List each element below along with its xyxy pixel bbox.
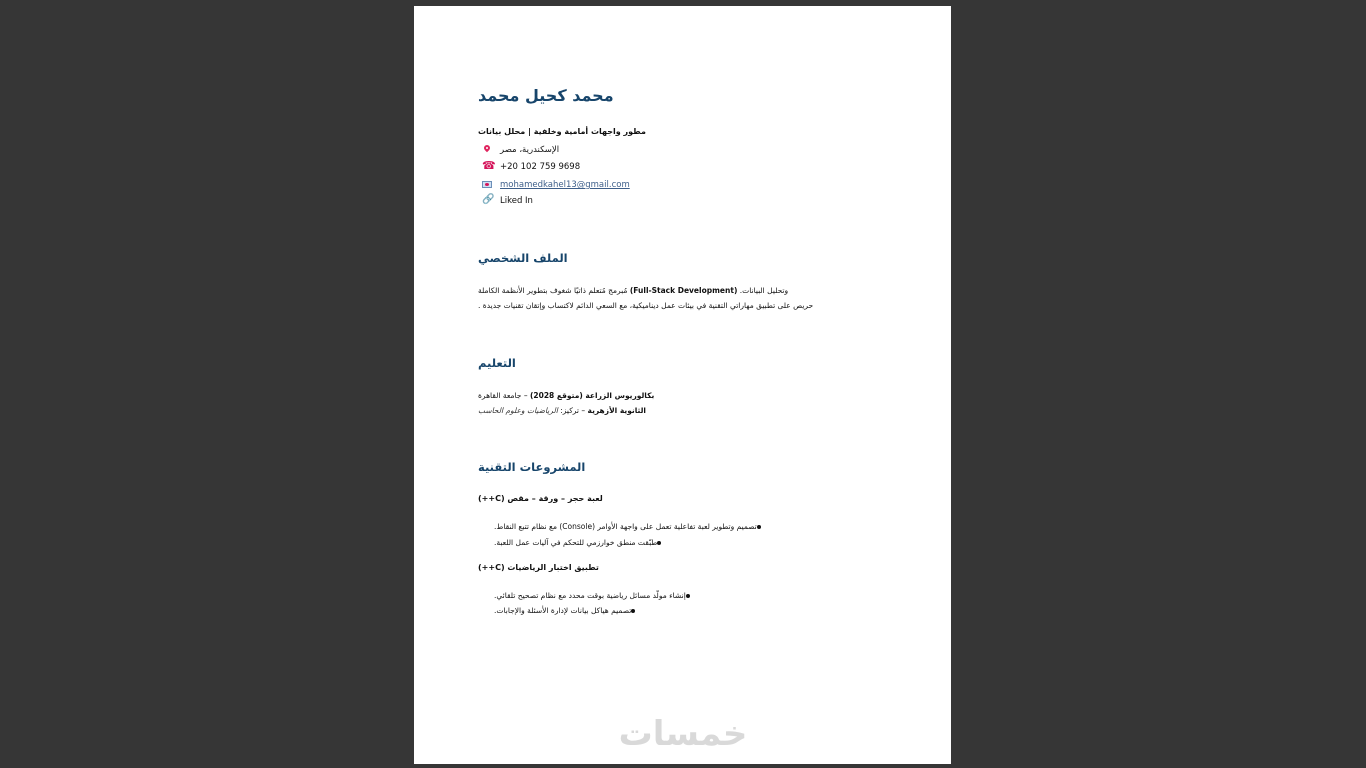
education-focus: الرياضيات وعلوم الحاسب: [478, 406, 558, 415]
project-bullet: [494, 606, 647, 615]
resume-role: مطور واجهات أمامية وخلفية | محلل بيانات: [478, 127, 646, 136]
project-bullet-text: تصميم وتطوير لعبة تفاعلية تعمل على واجهة الأوامر (Console) مع نظام تتبع النقاط.: [494, 522, 757, 531]
telephone-icon: [482, 162, 494, 172]
project-bullet: [494, 538, 673, 547]
profile-line-2: حريص على تطبيق مهاراتي التقنية في بيئات عمل ديناميكية، مع السعي الدائم لاكتساب وإتقان تقنيات جديدة .: [478, 301, 814, 310]
link-icon: [482, 196, 494, 206]
email-link[interactable]: mohamedkahel13@gmail.com: [500, 180, 630, 190]
project-bullet-text: طبّقت منطق خوارزمي للتحكم في آليات عمل اللعبة.: [494, 538, 658, 547]
project-bullet: [494, 591, 702, 600]
project-bullet-text: إنشاء مولّد مسائل رياضية بوقت محدد مع نظام تصحيح تلقائي.: [494, 591, 686, 600]
project-bullet: [494, 522, 773, 531]
profile-line-1-suffix: وتحليل البيانات.: [739, 286, 789, 295]
education-line-1: [478, 391, 654, 400]
linkedin-link[interactable]: Liked In: [500, 196, 533, 206]
resume-page: [414, 6, 951, 764]
education-degree: بكالوريوس الزراعة (متوقع 2028): [529, 391, 655, 400]
bullet-dot: [686, 594, 690, 598]
bullet-dot: [757, 525, 761, 529]
map-pin-icon: [482, 145, 494, 155]
envelope-icon: [482, 180, 494, 190]
watermark-logo: خمسات: [618, 714, 748, 754]
contact-email: [482, 180, 630, 190]
contact-phone: [482, 162, 580, 172]
education-line-2: [478, 406, 646, 415]
resume-name: محمد كحيل محمد: [478, 86, 614, 105]
profile-line-1-prefix: مُبرمج مُتعلم ذاتيًا شغوف بتطوير الأنظمة الكاملة: [478, 286, 628, 295]
project-bullet-text: تصميم هياكل بيانات لإدارة الأسئلة والإجابات.: [494, 606, 632, 615]
contact-location: [482, 145, 559, 155]
contact-linkedin: [482, 196, 533, 206]
profile-heading: الملف الشخصي: [478, 251, 568, 265]
profile-line-1: [478, 284, 838, 298]
location-text: الإسكندرية، مصر: [500, 145, 560, 155]
education-university: – جامعة القاهرة: [478, 391, 528, 400]
bullet-dot: [657, 541, 661, 545]
profile-line-1-bold: (Full-Stack Development): [629, 286, 738, 295]
projects-heading: المشروعات التقنية: [478, 460, 586, 474]
education-heading: التعليم: [478, 356, 516, 370]
education-focus-label: – تركيز:: [560, 406, 586, 415]
project-title: تطبيق اختبار الرياضيات (C++): [478, 563, 599, 572]
project-title: لعبة حجر – ورقة – مقص (C++): [478, 494, 603, 503]
phone-text: +20 102 759 9698: [500, 162, 581, 172]
education-school: الثانوية الأزهرية: [587, 406, 646, 415]
bullet-dot: [631, 609, 635, 613]
